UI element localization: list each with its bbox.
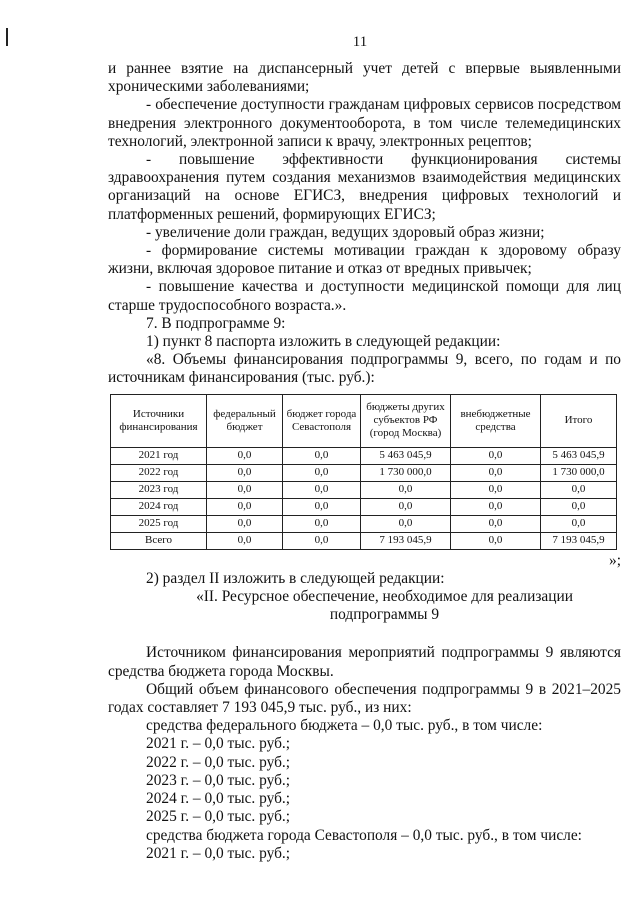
column-header: Итого <box>541 394 617 447</box>
paragraph: Источником финансирования мероприятий подпрограммы 9 являются средства бюджета города Москвы. <box>108 644 621 680</box>
table-cell: 0,0 <box>283 532 361 549</box>
table-cell: 7 193 045,9 <box>361 532 451 549</box>
paragraph: 2024 г. – 0,0 тыс. руб.; <box>146 790 291 808</box>
paragraph: 2023 г. – 0,0 тыс. руб.; <box>146 771 291 789</box>
column-header: бюджеты других субъектов РФ (город Москва) <box>361 394 451 447</box>
table-cell: 0,0 <box>207 532 283 549</box>
page-number: 11 <box>352 34 368 50</box>
paragraph: - повышение эффективности функционирования системы здравоохранения путем создания механизмов взаимодействия медицинских организаций на основе ЕГИСЗ, внедрения цифровых технологий и платформенных решений, формирующих ЕГИСЗ; <box>108 151 621 223</box>
table-row <box>111 498 617 515</box>
table-row <box>111 481 617 498</box>
section-heading: «II. Ресурсное обеспечение, необходимое для реализации <box>196 588 573 606</box>
table-total-row <box>111 532 617 549</box>
paragraph: 2021 г. – 0,0 тыс. руб.; <box>146 735 291 753</box>
table-cell: 0,0 <box>361 481 451 498</box>
table-cell: 5 463 045,9 <box>541 447 617 464</box>
paragraph: 2) раздел II изложить в следующей редакции: <box>146 569 445 587</box>
table-cell: 2023 год <box>111 481 207 498</box>
table-cell: 0,0 <box>283 498 361 515</box>
table-row <box>111 447 617 464</box>
table-cell: 0,0 <box>207 464 283 481</box>
paragraph: Общий объем финансового обеспечения подпрограммы 9 в 2021–2025 годах составляет 7 193 045,9 тыс. руб., из них: <box>108 680 621 717</box>
table-cell: 0,0 <box>451 515 541 532</box>
table-cell: 0,0 <box>361 498 451 515</box>
table-cell: 0,0 <box>207 498 283 515</box>
table-cell: 7 193 045,9 <box>541 532 617 549</box>
section-heading: подпрограммы 9 <box>329 606 440 624</box>
table-row <box>111 464 617 481</box>
table-cell: 2025 год <box>111 515 207 532</box>
document-body <box>108 60 621 863</box>
spacer <box>108 624 621 644</box>
table-cell: 0,0 <box>451 532 541 549</box>
table-cell: 0,0 <box>283 481 361 498</box>
paragraph: 2025 г. – 0,0 тыс. руб.; <box>146 808 291 826</box>
closing-quote: »; <box>609 551 621 569</box>
table-cell: 0,0 <box>541 515 617 532</box>
table-cell: 1 730 000,0 <box>361 464 451 481</box>
column-header: внебюджетные средства <box>451 394 541 447</box>
table-cell: 0,0 <box>361 515 451 532</box>
paragraph: средства федерального бюджета – 0,0 тыс. руб., в том числе: <box>146 717 543 735</box>
table-cell: 2024 год <box>111 498 207 515</box>
paragraph: и раннее взятие на диспансерный учет детей с впервые выявленными хроническими заболеваниями; <box>108 60 621 96</box>
table-cell: 0,0 <box>451 447 541 464</box>
paragraph: «8. Объемы финансирования подпрограммы 9, всего, по годам и по источникам финансирования (тыс. руб.): <box>108 351 621 387</box>
paragraph: 2021 г. – 0,0 тыс. руб.; <box>146 844 291 862</box>
table-cell: 0,0 <box>451 464 541 481</box>
financing-table <box>110 394 617 550</box>
table-cell: 0,0 <box>207 481 283 498</box>
paragraph: - формирование системы мотивации граждан к здоровому образу жизни, включая здоровое питание и отказ от вредных привычек; <box>108 242 621 278</box>
paragraph: - повышение качества и доступности медицинской помощи для лиц старше трудоспособного возраста.». <box>108 278 621 314</box>
table-cell: 0,0 <box>541 481 617 498</box>
table-cell: 0,0 <box>451 481 541 498</box>
paragraph: - увеличение доли граждан, ведущих здоровый образ жизни; <box>146 223 545 241</box>
paragraph: средства бюджета города Севастополя – 0,0 тыс. руб., в том числе: <box>146 826 582 844</box>
paragraph: 2022 г. – 0,0 тыс. руб.; <box>146 753 291 771</box>
table-cell: 0,0 <box>207 447 283 464</box>
table-cell: 0,0 <box>283 515 361 532</box>
table-cell: 0,0 <box>541 498 617 515</box>
table-cell: Всего <box>111 532 207 549</box>
table-cell: 1 730 000,0 <box>541 464 617 481</box>
table-cell: 0,0 <box>283 447 361 464</box>
table-cell: 0,0 <box>283 464 361 481</box>
column-header: федеральный бюджет <box>207 394 283 447</box>
paragraph: 7. В подпрограмме 9: <box>146 314 286 332</box>
table-row <box>111 515 617 532</box>
table-cell: 2021 год <box>111 447 207 464</box>
column-header: бюджет города Севастополя <box>283 394 361 447</box>
column-header: Источники финансирования <box>111 394 207 447</box>
table-cell: 2022 год <box>111 464 207 481</box>
table-cell: 0,0 <box>451 498 541 515</box>
paragraph: 1) пункт 8 паспорта изложить в следующей редакции: <box>146 333 501 351</box>
table-cell: 0,0 <box>207 515 283 532</box>
table-cell: 5 463 045,9 <box>361 447 451 464</box>
paragraph: - обеспечение доступности гражданам цифровых сервисов посредством внедрения электронного документооборота, в том числе телемедицинских технологий, электронной записи к врачу, электронных рецептов; <box>108 96 621 150</box>
table-header-row <box>111 394 617 447</box>
